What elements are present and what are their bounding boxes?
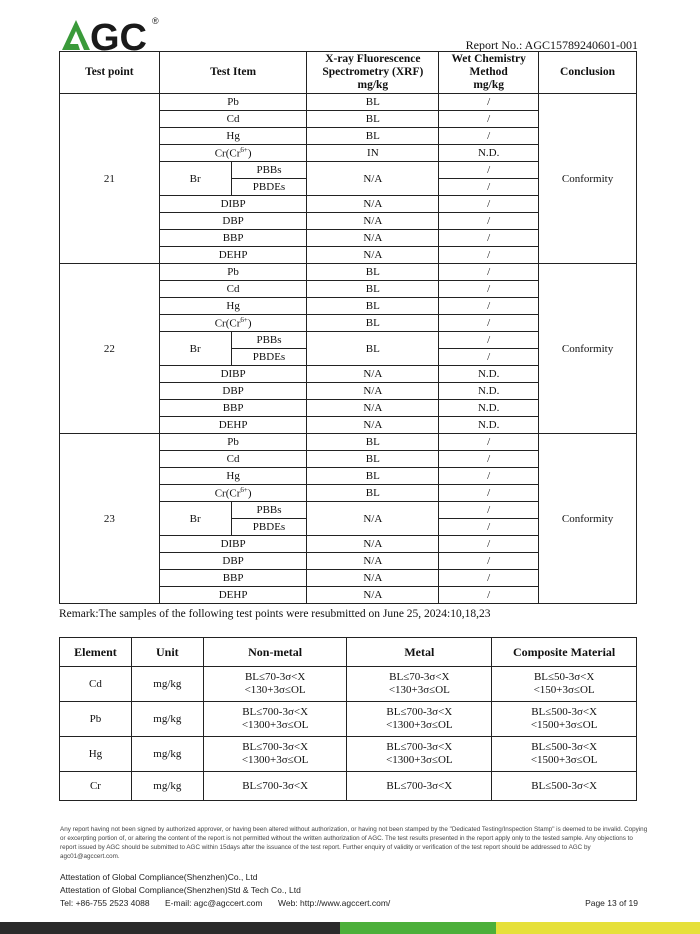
xrf-value-cell: N/A [307, 366, 439, 383]
test-item-cell: Br [159, 162, 231, 196]
bar-segment-yellow [496, 922, 700, 934]
limits-header-row [60, 638, 637, 667]
page-number: Page 13 of 19 [585, 898, 638, 908]
test-item-cell: DBP [159, 213, 307, 230]
limits-composite-cell: BL≤500-3σ<X [492, 772, 637, 801]
test-subitem-cell: PBBs [231, 332, 307, 349]
test-item-cell: Br [159, 502, 231, 536]
test-subitem-cell: PBDEs [231, 519, 307, 536]
wet-value-cell: / [439, 247, 539, 264]
header-conclusion: Conclusion [539, 52, 637, 94]
test-item-cell: Cd [159, 111, 307, 128]
limits-unit-cell: mg/kg [131, 772, 203, 801]
test-item-cell: $Cr(Cr^{6+})$ [159, 315, 307, 332]
conclusion-cell: Conformity [539, 434, 637, 604]
limits-header-metal: Metal [347, 638, 492, 667]
test-item-cell: BBP [159, 570, 307, 587]
attestation-line-1: Attestation of Global Compliance(Shenzhen)Co., Ltd [60, 872, 258, 882]
xrf-value-cell: N/A [307, 383, 439, 400]
attestation-line-2: Attestation of Global Compliance(Shenzhen)Std & Tech Co., Ltd [60, 885, 301, 895]
website: Web: http://www.agccert.com/ [278, 898, 391, 908]
limits-nonmetal-cell: BL≤700-3σ<X <1300+3σ≤OL [203, 702, 347, 737]
wet-value-cell: / [439, 434, 539, 451]
xrf-value-cell: BL [307, 298, 439, 315]
bar-segment-dark [0, 922, 340, 934]
wet-value-cell: / [439, 298, 539, 315]
limits-nonmetal-cell: BL≤700-3σ<X [203, 772, 347, 801]
test-item-cell: $Cr(Cr^{6+})$ [159, 485, 307, 502]
test-item-cell: Cd [159, 451, 307, 468]
test-subitem-cell: PBDEs [231, 349, 307, 366]
test-item-cell: Hg [159, 128, 307, 145]
table-row [60, 94, 637, 111]
test-item-cell: Cd [159, 281, 307, 298]
test-item-cell: Hg [159, 298, 307, 315]
limits-unit-cell: mg/kg [131, 702, 203, 737]
limits-composite-cell: BL≤500-3σ<X <1500+3σ≤OL [492, 702, 637, 737]
test-point-cell: 21 [60, 94, 160, 264]
test-point-cell: 22 [60, 264, 160, 434]
wet-value-cell: / [439, 519, 539, 536]
limits-element-cell: Hg [60, 737, 132, 772]
xrf-value-cell: N/A [307, 213, 439, 230]
conclusion-cell: Conformity [539, 94, 637, 264]
email: E-mail: agc@agccert.com [165, 898, 263, 908]
wet-value-cell: / [439, 128, 539, 145]
wet-value-cell: / [439, 264, 539, 281]
xrf-value-cell: BL [307, 94, 439, 111]
xrf-value-cell: N/A [307, 570, 439, 587]
test-item-cell: DEHP [159, 247, 307, 264]
xrf-value-cell: BL [307, 451, 439, 468]
xrf-value-cell: N/A [307, 536, 439, 553]
wet-value-cell: N.D. [439, 417, 539, 434]
test-point-cell: 23 [60, 434, 160, 604]
wet-value-cell: / [439, 553, 539, 570]
xrf-value-cell: BL [307, 111, 439, 128]
test-item-cell: DIBP [159, 366, 307, 383]
table-row [60, 434, 637, 451]
limits-row [60, 772, 637, 801]
header-wet-chemistry: Wet Chemistry Method mg/kg [439, 52, 539, 94]
limits-composite-cell: BL≤50-3σ<X <150+3σ≤OL [492, 667, 637, 702]
limits-metal-cell: BL≤70-3σ<X <130+3σ≤OL [347, 667, 492, 702]
limits-row [60, 737, 637, 772]
wet-value-cell: N.D. [439, 366, 539, 383]
wet-value-cell: / [439, 536, 539, 553]
xrf-value-cell: N/A [307, 247, 439, 264]
xrf-value-cell: N/A [307, 162, 439, 196]
limits-unit-cell: mg/kg [131, 667, 203, 702]
svg-text:GC: GC [90, 17, 147, 54]
test-item-cell: DIBP [159, 196, 307, 213]
header-test-point: Test point [60, 52, 160, 94]
agc-logo [60, 14, 170, 54]
limits-unit-cell: mg/kg [131, 737, 203, 772]
test-item-cell: Pb [159, 434, 307, 451]
footer-color-bar [0, 922, 700, 934]
wet-value-cell: / [439, 162, 539, 179]
test-item-cell: DEHP [159, 587, 307, 604]
xrf-value-cell: BL [307, 485, 439, 502]
test-item-cell: DBP [159, 553, 307, 570]
test-item-cell: DIBP [159, 536, 307, 553]
limits-element-cell: Cr [60, 772, 132, 801]
test-item-cell: Br [159, 332, 231, 366]
limits-metal-cell: BL≤700-3σ<X <1300+3σ≤OL [347, 737, 492, 772]
limits-header-composite: Composite Material [492, 638, 637, 667]
report-number: Report No.: AGC15789240601-001 [465, 38, 638, 52]
wet-value-cell: / [439, 196, 539, 213]
limits-nonmetal-cell: BL≤700-3σ<X <1300+3σ≤OL [203, 737, 347, 772]
xrf-value-cell: N/A [307, 587, 439, 604]
limits-composite-cell: BL≤500-3σ<X <1500+3σ≤OL [492, 737, 637, 772]
conclusion-cell: Conformity [539, 264, 637, 434]
wet-value-cell: / [439, 213, 539, 230]
table-header-row [60, 52, 637, 94]
limits-header-element: Element [60, 638, 132, 667]
test-item-cell: BBP [159, 230, 307, 247]
limits-row [60, 667, 637, 702]
wet-value-cell: / [439, 349, 539, 366]
xrf-value-cell: BL [307, 315, 439, 332]
test-item-cell: BBP [159, 400, 307, 417]
wet-value-cell: / [439, 502, 539, 519]
wet-value-cell: / [439, 315, 539, 332]
wet-value-cell: / [439, 230, 539, 247]
test-item-cell: DBP [159, 383, 307, 400]
remark-text: Remark:The samples of the following test points were resubmitted on June 25, 2024:10,18,23 [59, 608, 491, 620]
bar-segment-green [340, 922, 496, 934]
xrf-value-cell: N/A [307, 400, 439, 417]
xrf-value-cell: N/A [307, 553, 439, 570]
header-test-item: Test Item [159, 52, 307, 94]
limits-metal-cell: BL≤700-3σ<X <1300+3σ≤OL [347, 702, 492, 737]
test-subitem-cell: PBBs [231, 502, 307, 519]
limits-nonmetal-cell: BL≤70-3σ<X <130+3σ≤OL [203, 667, 347, 702]
xrf-value-cell: N/A [307, 196, 439, 213]
limits-element-cell: Pb [60, 702, 132, 737]
xrf-value-cell: IN [307, 145, 439, 162]
wet-value-cell: / [439, 570, 539, 587]
xrf-value-cell: N/A [307, 502, 439, 536]
svg-text:®: ® [152, 16, 159, 26]
test-subitem-cell: PBDEs [231, 179, 307, 196]
xrf-value-cell: BL [307, 264, 439, 281]
test-item-cell: $Cr(Cr^{6+})$ [159, 145, 307, 162]
telephone: Tel: +86-755 2523 4088 [60, 898, 150, 908]
wet-value-cell: N.D. [439, 383, 539, 400]
test-item-cell: Hg [159, 468, 307, 485]
xrf-value-cell: BL [307, 128, 439, 145]
xrf-value-cell: BL [307, 468, 439, 485]
test-results-table [59, 51, 637, 604]
limits-row [60, 702, 637, 737]
test-item-cell: DEHP [159, 417, 307, 434]
limits-table [59, 637, 637, 801]
wet-value-cell: / [439, 468, 539, 485]
xrf-value-cell: BL [307, 434, 439, 451]
wet-value-cell: / [439, 485, 539, 502]
disclaimer-text: Any report having not been signed by authorized approver, or having been altered without authorization, or having not been stamped by the "Dedicated Testing/Inspection Stamp" is deemed to be invalid. Copying or excerpting portion of, or altering the content of the report is not permitted without the written authorization of AGC. The test results presented in the report apply only to the tested sample. Any objections to report issued by AGC should be submitted to AGC within 15days after the issuance of the test report. Further enquiry of validity or verification of the test report should be addressed to AGC by agc01@agccert.com. [60, 826, 648, 860]
wet-value-cell: / [439, 111, 539, 128]
limits-header-unit: Unit [131, 638, 203, 667]
test-subitem-cell: PBBs [231, 162, 307, 179]
test-item-cell: Pb [159, 94, 307, 111]
test-item-cell: Pb [159, 264, 307, 281]
xrf-value-cell: N/A [307, 230, 439, 247]
limits-element-cell: Cd [60, 667, 132, 702]
wet-value-cell: / [439, 281, 539, 298]
wet-value-cell: / [439, 451, 539, 468]
wet-value-cell: / [439, 179, 539, 196]
xrf-value-cell: BL [307, 332, 439, 366]
wet-value-cell: N.D. [439, 400, 539, 417]
table-row [60, 264, 637, 281]
limits-metal-cell: BL≤700-3σ<X [347, 772, 492, 801]
limits-header-non-metal: Non-metal [203, 638, 347, 667]
xrf-value-cell: BL [307, 281, 439, 298]
wet-value-cell: / [439, 94, 539, 111]
wet-value-cell: N.D. [439, 145, 539, 162]
wet-value-cell: / [439, 332, 539, 349]
wet-value-cell: / [439, 587, 539, 604]
header-xrf: X-ray Fluorescence Spectrometry (XRF) mg/kg [307, 52, 439, 94]
xrf-value-cell: N/A [307, 417, 439, 434]
